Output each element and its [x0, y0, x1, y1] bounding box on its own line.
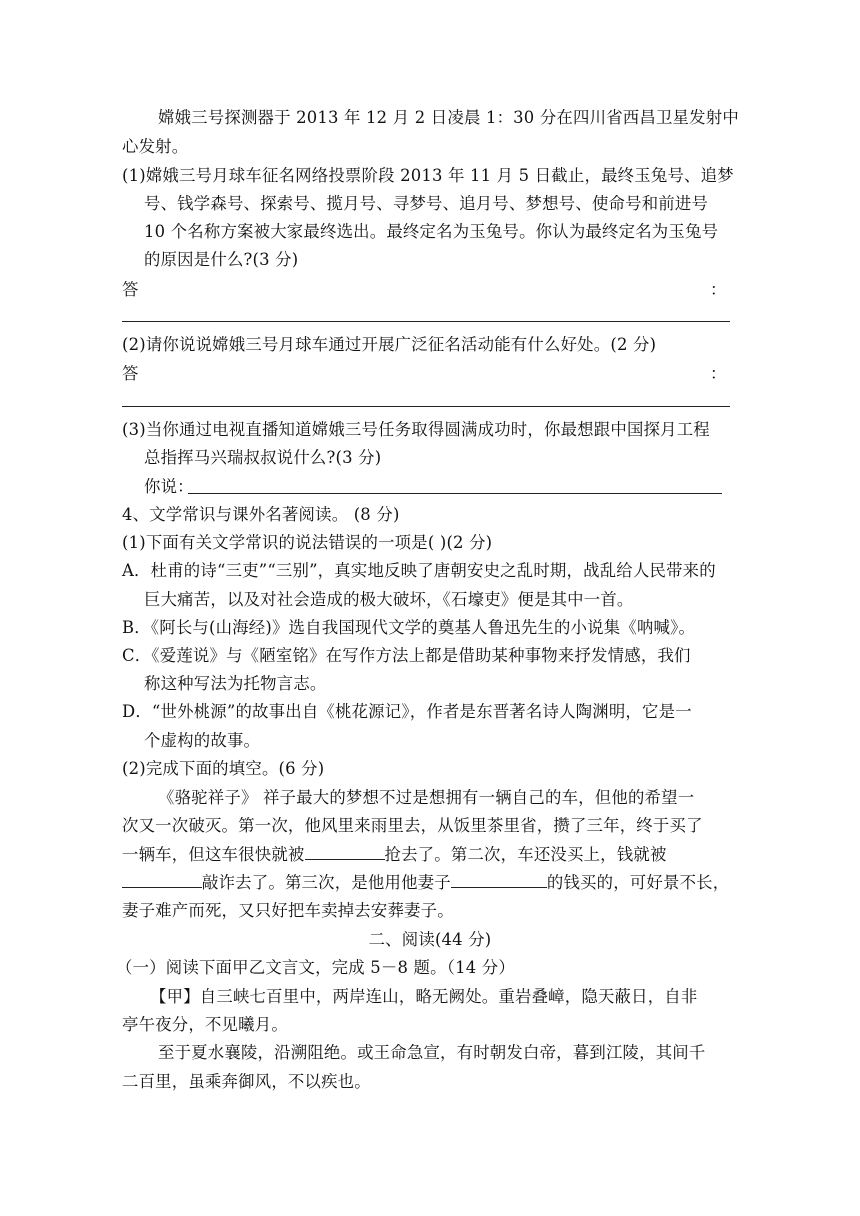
- option-d-line-2: 个虚构的故事。: [144, 731, 261, 750]
- answer-line-2[interactable]: [122, 406, 730, 407]
- intro-line-1: 嫦娥三号探测器于 2013 年 12 月 2 日凌晨 1：30 分在四川省西昌卫星发射中: [158, 108, 739, 127]
- option-c-line-2: 称这种写法为托物言志。: [144, 674, 327, 693]
- option-b-line-1: B．《阿长与(山海经)》选自我国现代文学的奠基人鲁迅先生的小说集《呐喊》。: [122, 618, 696, 637]
- passage-jia-line-3: 至于夏水襄陵，沿溯阻绝。或王命急宣，有时朝发白帝，暮到江陵，其间千: [158, 1043, 706, 1062]
- fill-text-3a: 一辆车，但这车很快就被: [122, 845, 305, 864]
- passage-jia-line-4: 二百里，虽乘奔御风，不以疾也。: [122, 1072, 371, 1091]
- option-a-line-1: A．杜甫的诗“三吏”“三别”，真实地反映了唐朝安史之乱时期，战乱给人民带来的: [122, 561, 716, 580]
- answer-colon-1: ：: [710, 280, 727, 299]
- question-1-line-2: 号、钱学森号、探索号、揽月号、寻梦号、追月号、梦想号、使命号和前进号: [144, 194, 709, 213]
- passage-jia-line-2: 亭午夜分，不见曦月。: [122, 1015, 288, 1034]
- fill-paragraph-line-3: [122, 840, 736, 870]
- answer-label-1: 答: [122, 280, 139, 299]
- answer-colon-2: ：: [710, 364, 727, 383]
- section-4-heading: 4、文学常识与课外名著阅读。 (8 分): [122, 505, 400, 524]
- question-3-line-2: 总指挥马兴瑞叔叔说什么?(3 分): [144, 448, 382, 467]
- question-1-line-3: 10 个名称方案被大家最终选出。最终定名为玉兔号。你认为最终定名为玉兔号: [144, 222, 719, 241]
- section-4-question-1: (1)下面有关文学常识的说法错误的一项是( )(2 分): [122, 533, 493, 552]
- fill-paragraph-line-5: 妻子难产而死，又只好把车卖掉去安葬妻子。: [122, 901, 454, 920]
- part-2-subheading: （一）阅读下面甲乙文言文，完成 5－8 题。（14 分）: [116, 958, 515, 977]
- question-1-line-4: 的原因是什么?(3 分): [144, 250, 299, 269]
- part-2-heading: 二、阅读(44 分): [368, 930, 492, 949]
- say-answer-line[interactable]: [188, 493, 722, 494]
- option-a-line-2: 巨大痛苦，以及对社会造成的极大破坏，《石壕吏》便是其中一首。: [144, 590, 634, 609]
- option-d-line-1: D．“世外桃源”的故事出自《桃花源记》，作者是东晋著名诗人陶渊明，它是一: [122, 702, 692, 721]
- fill-text-4a: 敲诈去了。第三次，是他用他妻子: [202, 873, 451, 892]
- answer-label-2: 答: [122, 364, 139, 383]
- section-4-question-2: (2)完成下面的填空。(6 分): [122, 759, 325, 778]
- fill-text-4b: 的钱买的，可好景不长，: [546, 873, 730, 892]
- intro-line-2: 心发射。: [122, 137, 189, 156]
- fill-paragraph-line-2: 次又一次破灭。第一次，他风里来雨里去，从饭里茶里省，攒了三年，终于买了: [122, 816, 703, 835]
- option-c-line-1: C．《爱莲说》与《陋室铭》在写作方法上都是借助某种事物来抒发情感，我们: [122, 646, 691, 665]
- say-label: 你说：: [144, 477, 194, 496]
- fill-paragraph-line-1: 《骆驼祥子》 祥子最大的梦想不过是想拥有一辆自己的车，但他的希望一: [158, 788, 695, 807]
- question-1-line-1: (1)嫦娥三号月球车征名网络投票阶段 2013 年 11 月 5 日截止，最终玉兔号、追梦: [122, 166, 734, 185]
- fill-blank-2[interactable]: [122, 869, 202, 888]
- fill-paragraph-line-4: [122, 868, 736, 898]
- question-2-line-1: (2)请你说说嫦娥三号月球车通过开展广泛征名活动能有什么好处。(2 分): [122, 335, 657, 354]
- fill-blank-1[interactable]: [305, 841, 385, 860]
- fill-blank-3[interactable]: [451, 869, 547, 888]
- fill-text-3b: 抢去了。第二次，车还没买上，钱就被: [384, 845, 667, 864]
- question-3-line-1: (3)当你通过电视直播知道嫦娥三号任务取得圆满成功时，你最想跟中国探月工程: [122, 420, 710, 439]
- answer-line-1[interactable]: [122, 321, 730, 322]
- passage-jia-line-1: 【甲】自三峡七百里中，两岸连山，略无阙处。重岩叠嶂，隐天蔽日，自非: [150, 987, 698, 1006]
